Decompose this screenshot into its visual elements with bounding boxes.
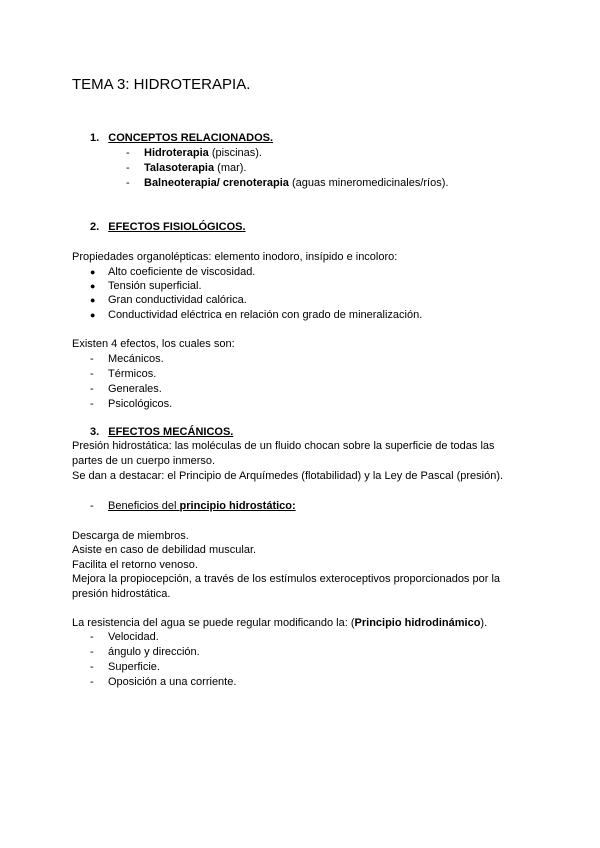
- term-detail: (piscinas).: [208, 147, 262, 159]
- term-bold: Talasoterapia: [144, 162, 215, 174]
- bullet-text: Tensión superficial.: [108, 280, 202, 292]
- resistance-prefix: La resistencia del agua se puede regular modificando la: (: [72, 617, 355, 629]
- dash-marker: -: [90, 631, 94, 643]
- paragraph: Existen 4 efectos, los cuales son:: [72, 338, 235, 350]
- factor-text: Velocidad.: [108, 631, 159, 643]
- bullet-marker: ●: [90, 295, 96, 305]
- bullet-text: Alto coeficiente de viscosidad.: [108, 266, 256, 278]
- bullet-text: Conductividad eléctrica en relación con grado de mineralización.: [108, 309, 423, 321]
- effect-text: Psicológicos.: [108, 398, 173, 410]
- section-2-title: EFECTOS FISIOLÓGICOS.: [108, 221, 246, 233]
- paragraph-line: Descarga de miembros.: [72, 530, 189, 542]
- dash-marker: -: [90, 368, 94, 380]
- dash-marker: -: [90, 661, 94, 673]
- term-detail: (mar).: [214, 162, 247, 174]
- section-2-heading: [90, 220, 246, 235]
- factor-text: Superficie.: [108, 661, 160, 673]
- section-1-number: 1.: [90, 132, 100, 144]
- dash-marker: -: [90, 398, 94, 410]
- effect-text: Generales.: [108, 383, 162, 395]
- dash-marker: -: [90, 500, 94, 512]
- term-bold: Hidroterapia: [144, 147, 209, 159]
- benefits-bold: principio hidrostático:: [179, 500, 296, 512]
- dash-marker: -: [126, 147, 130, 159]
- bullet-marker: ●: [90, 310, 96, 320]
- section-3-title: EFECTOS MECÁNICOS.: [108, 426, 234, 438]
- section-3-number: 3.: [90, 426, 100, 438]
- term-detail: (aguas mineromedicinales/ríos).: [288, 177, 449, 189]
- paragraph-line: Mejora la propiocepción, a través de los estímulos exteroceptivos proporcionados por la: [72, 573, 501, 585]
- dash-marker: -: [126, 162, 130, 174]
- section-3-heading: [90, 425, 233, 440]
- bullet-text: Gran conductividad calórica.: [108, 294, 247, 306]
- factor-text: Oposición a una corriente.: [108, 676, 237, 688]
- effect-text: Térmicos.: [108, 368, 157, 380]
- dash-marker: -: [126, 177, 130, 189]
- paragraph-line: Presión hidrostática: las moléculas de un fluido chocan sobre la superficie de todas las: [72, 440, 495, 452]
- benefits-prefix: Beneficios del: [108, 500, 180, 512]
- resistance-bold: Principio hidrodinámico: [354, 617, 481, 629]
- section-1-heading: [90, 131, 273, 146]
- dash-marker: -: [90, 383, 94, 395]
- bullet-marker: ●: [90, 281, 96, 291]
- dash-marker: -: [90, 676, 94, 688]
- effect-text: Mecánicos.: [108, 353, 164, 365]
- paragraph: Propiedades organolépticas: elemento inodoro, insípido e incoloro:: [72, 251, 398, 263]
- paragraph-line: presión hidrostática.: [72, 588, 171, 600]
- resistance-suffix: ).: [480, 617, 488, 629]
- dash-marker: -: [90, 646, 94, 658]
- paragraph-line: Asiste en caso de debilidad muscular.: [72, 544, 257, 556]
- dash-marker: -: [90, 353, 94, 365]
- section-1-title: CONCEPTOS RELACIONADOS.: [108, 132, 274, 144]
- paragraph-line: [72, 616, 487, 631]
- term-bold: Balneoterapia/ crenoterapia: [144, 177, 289, 189]
- section-2-number: 2.: [90, 221, 100, 233]
- bullet-marker: ●: [90, 267, 96, 277]
- paragraph-line: Se dan a destacar: el Principio de Arquímedes (flotabilidad) y la Ley de Pascal (presión).: [72, 470, 504, 482]
- factor-text: ángulo y dirección.: [108, 646, 200, 658]
- paragraph-line: partes de un cuerpo inmerso.: [72, 455, 216, 467]
- page-title: TEMA 3: HIDROTERAPIA.: [72, 76, 251, 93]
- paragraph-line: Facilita el retorno venoso.: [72, 559, 198, 571]
